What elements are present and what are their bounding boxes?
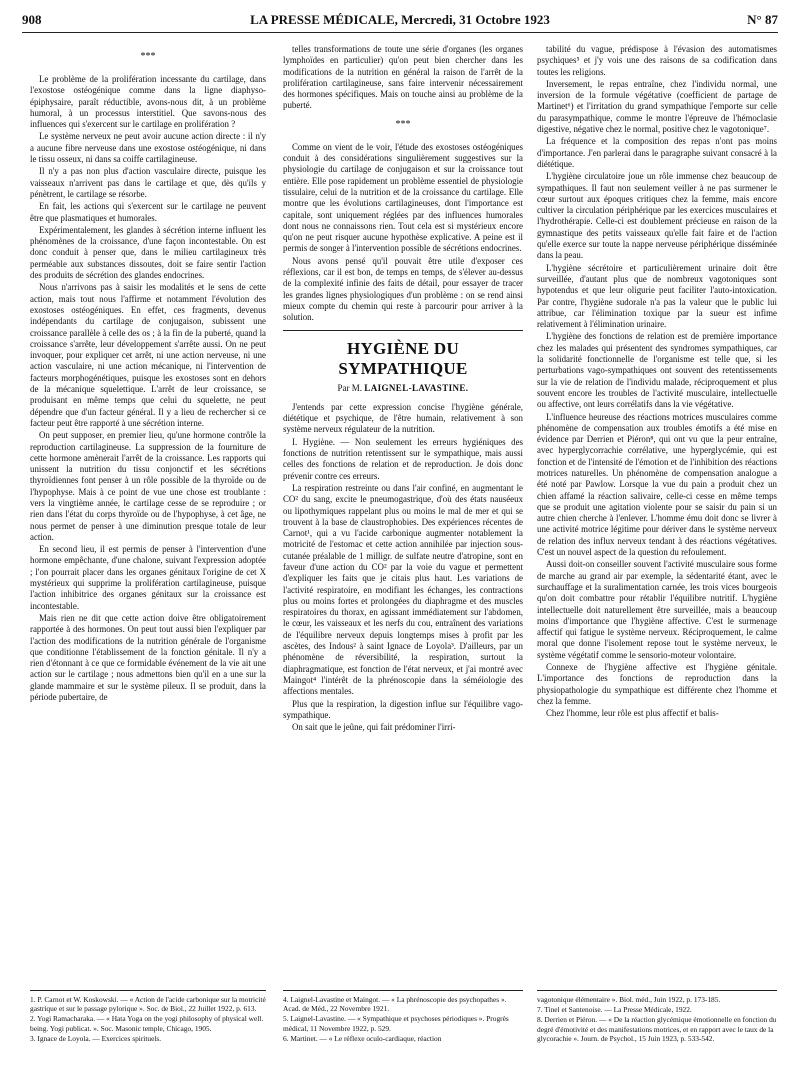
paragraph: En fait, les actions qui s'exercent sur le cartilage ne peuvent être que plasmatiques et humorales. <box>30 201 266 223</box>
paragraph: Comme on vient de le voir, l'étude des exostoses ostéogéniques conduit à des considérations singulièrement suggestives sur la physiologie du cartilage de conjugaison et sur la croissance tout entière. Elle pose rapidement un problème essentiel de physiologie tissulaire, celui de la nutrition et de la croissance du cartilage. Elle montre que les évolutions cartilagineuses, dont l'importance est capitale, sont uniquement réglées par des influences humorales dont nous ne connaissons rien. Tout cela est si mystérieux encore qu'on ne peut risquer aucune hypothèse explicative. A peine est il permis de songer à l'intervention possible de sécrétions endocrines. <box>283 141 523 254</box>
footnotes-right <box>537 990 777 1079</box>
paragraph: Plus que la respiration, la digestion influe sur l'équilibre vago-sympathique. <box>283 698 523 720</box>
paragraph: L'influence heureuse des réactions motrices musculaires comme phénomène de compensation aux troubles émotifs a été mise en évidence par Derrien et Piéron⁸, qui ont vu que la peur entraîne, avec hyperglycorrachie corrélative, une hyperglycémie, qui est fonction et de l'intensité de l'émotion et de l'inhibition des réactions motrices naturelles. Un phénomène de compensation analogue a été noté par Pawlow. Lorsque la vue du pain a produit chez un chien affamé la réaction salivaire, celle-ci cesse en même temps que se produit une agitation violente pour se saisir du pain si un autre chien cherche à l'enlever. L'homme ému doit donc se livrer à une activité motrice légitime pour dériver dans le système nerveux de relation des influx nerveux tendant à des réactions végétatives. C'est un nouvel aspect de la question du refoulement. <box>537 411 777 558</box>
footnote: 6. Martinet. — « Le réflexe oculo-cardiaque, réaction <box>283 1033 442 1043</box>
footnotes-left <box>30 990 266 1079</box>
journal-title: LA PRESSE MÉDICALE, Mercredi, 31 Octobre 1923 <box>250 12 550 27</box>
paragraph: J'entends par cette expression concise l'hygiène générale, diététique et psychique, de l'être humain, relativement à son système nerveux régulateur de la nutrition. <box>283 401 523 435</box>
column-middle <box>283 44 523 984</box>
author-name: LAIGNEL-LAVASTINE. <box>364 382 469 393</box>
issue-number: N° 87 <box>747 12 778 27</box>
footnote: 2. Yogi Ramacharaka. — « Hata Yoga on the yogi philosophy of physical well. being. Yogi publicat. ». Soc. Masonic temple, Chicago, 1905. <box>30 1014 264 1033</box>
footnote: 5. Laignel-Lavastine. — « Sympathique et psychoses périodiques ». Progrès médical, 11 Novembre 1922, p. 529. <box>283 1014 509 1033</box>
paragraph: Nous n'arrivons pas à saisir les modalités et le sens de cette action, mais tout nous l'affirme et notamment l'évolution des exostoses ostéogéniques. En effet, ces fragments, devenus indépendants du cartilage de conjugaison, subissent une croissance parallèle à celle des os ; à la fin de la puberté, quand la croissance s'arrête, leur développement s'arrête aussi. On ne peut invoquer, pour expliquer cet arrêt, ni une action nerveuse, ni une action vasculaire, ni une action mécanique, ni l'intervention de facteurs morphogénétiques, puisque les exostoses sont en dehors de la mécanique squelettique. L'arrêt de leur croissance, se produisant en même temps que celui du squelette, ne peut dépendre que d'un facteur général. Il y a lieu de rechercher si ce facteur peut être rapporté à une sécrétion interne. <box>30 282 266 428</box>
footnote: vagotonique élémentaire ». Biol. méd., Juin 1922, p. 173-185. <box>537 995 721 1004</box>
paragraph: Il n'y a pas non plus d'action vasculaire directe, puisque les vaisseaux n'arrivent pas dans le cartilage et que, dès qu'ils y pénètrent, le cartilage se résorbe. <box>30 166 266 199</box>
article-divider <box>283 330 523 331</box>
paragraph: L'hygiène des fonctions de relation est de première importance chez les malades qui présentent des syndromes sympathiques, car la solidarité fonctionnelle de l'organisme est telle que, si les perturbations vago-sympathiques ont souvent des retentissements sur la vie de relation de l'individu malade, réciproquement et plus souvent encore les troubles de l'activité musculaire, intellectuelle ou affective, ont leurs corrélatifs dans la vie végétative. <box>537 331 777 410</box>
paragraph: On sait que le jeûne, qui fait prédominer l'irri- <box>292 722 456 733</box>
paragraph: L'hygiène sécrétoire et particulièrement urinaire doit être surveillée, d'autant plus que de nombreux vagotoniques sont hypotendus et que leur oligurie peut faciliter l'auto-intoxication. Par contre, l'hygiène sudorale n'a pas la valeur que le public lui attribue, car l'élimination toxique par la sueur est infime relativement à l'élimination urinaire. <box>537 262 777 330</box>
paragraph: Nous avons pensé qu'il pouvait être utile d'exposer ces réflexions, car il est bon, de temps en temps, de s'élever au-dessus de la complexité infinie des faits de détail, pour essayer de tracer les grandes lignes physiologiques d'un problème : on se rend ainsi mieux compte du chemin qui reste à parcourir pour arriver à la solution. <box>283 255 523 323</box>
paragraph: Expérimentalement, les glandes à sécrétion interne influent les phénomènes de la croissance, d'une façon incontestable. On est donc conduit à penser que, dans le milieu cartilagineux très perméable aux substances dissoutes, doit se faire sentir l'action des produits de sécrétion des glandes endocrines. <box>30 224 266 281</box>
paragraph: Le problème de la prolifération incessante du cartilage, dans l'exostose ostéogénique comme dans la ligne diaphyso-épiphysaire, paraît réductible, avons-nous dit, à un problème humoral, à un processus interstitiel. Que savons-nous des influences qui s'exercent sur le cartilage en prolifération ? <box>30 74 266 130</box>
byline <box>283 383 523 394</box>
page-number: 908 <box>22 12 42 27</box>
column-right <box>537 44 777 984</box>
column-left <box>30 44 266 984</box>
footnote: 4. Laignel-Lavastine et Maingot. — « La phrénoscopie des psychopathes ». Acad. de Méd., 22 Novembre 1921. <box>283 995 507 1014</box>
paragraph: L'hygiène circulatoire joue un rôle immense chez beaucoup de sympathiques. Il faut non seulement veiller à ne pas surmener le cœur surtout aux époques critiques chez la femme, mais encore cultiver la circulation périphérique par les exercices musculaires et l'hydrothérapie. Celle-ci est doublement précieuse en raison de la gymnastique des petits vaisseaux qu'elle fait faire et de l'action qu'elle exerce sur toute la nappe nerveuse périphérique disséminée dans la peau. <box>537 171 777 261</box>
paragraph: tabilité du vague, prédispose à l'évasion des automatismes psychiques⁵ et j'y vois une des raisons de sa codification dans toutes les religions. <box>537 44 777 77</box>
page-header <box>22 12 778 33</box>
byline-prefix: Par M. <box>337 382 363 393</box>
paragraph: La respiration restreinte ou dans l'air confiné, en augmentant le CO² du sang, excite le pneumogastrique, d'où des états nauséeux ou lipothymiques rappelant plus ou moins le mal de mer et qui se trouvent à la base de claustrophobies. Des expériences récentes de Carnot¹, qui a vu l'acide carbonique augmenter notablement la motricité de l'estomac et cette action annihilée par injection sous-cutanée préalable de 1 milligr. de sulfate neutre d'atropine, sont en faveur d'une action du CO² par la voie du vague et permettent d'expliquer les faits que je citais plus haut. Les variations de l'activité respiratoire, en modifiant les échanges, les contractions plus ou moins fortes et prolongées du diaphragme et des muscles respiratoires du thorax, en agissant immédiatement sur l'abdomen, le cœur, les vaisseaux et les nerfs du cou, entraînent des variations de l'équilibre nerveux depuis longtemps mises à profit par les ascètes, des Indous² à saint Ignace de Loyola³. D'ailleurs, par un phénomène de réversibilité, la respiration, surtout la diaphragmatique, est fonction de l'état nerveux, et j'ai montré avec Maingot⁴ l'intérêt de la phrénoscopie dans la séméiologie des affections mentales. <box>283 482 523 697</box>
paragraph: telles transformations de toute une série d'organes (les organes lymphoïdes en particulier) qu'on peut bien chercher dans les modifications de la nutrition en général la raison de l'arrêt de la prolifération cartilagineuse, sans faire intervenir nécessairement des hormones spécifiques. Mais on touche ainsi au problème de la puberté. <box>283 44 523 111</box>
section-separator: *** <box>140 51 156 62</box>
section-separator: *** <box>395 118 411 130</box>
paragraph: La fréquence et la composition des repas n'ont pas moins d'importance. J'en parlerai dans le paragraphe suivant consacré à la diététique. <box>537 136 777 169</box>
footnote: 3. Ignace de Loyola. — Exercices spirituels. <box>30 1033 162 1043</box>
paragraph: On peut supposer, en premier lieu, qu'une hormone contrôle la reproduction cartilagineuse. La suppression de la fourniture de cette hormone amènerait l'arrêt de la croissance. Les rapports qui unissent la nutrition du tissu conjonctif et les sécrétions thyroïdiennes font penser à un rôle possible de la thyroïde ou de l'hypophyse. Mais à ce point de vue une chose est troublante : vers la vingtième année, le cartilage cesse de se reproduire ; or rien dans l'état du corps thyroïde ou de l'hypophyse, à cet âge, ne nous permet de penser à une diminution presque totale de leur action. <box>30 430 266 542</box>
paragraph: Aussi doit-on conseiller souvent l'activité musculaire sous forme de marche au grand air par exemple, la sédentarité étant, avec le surchauffage et la suralimentation carnée, les trois vices bourgeois qu'on doit combattre pour rétablir l'équilibre nutritif. L'hygiène intellectuelle doit naturellement être surveillée, mais a beaucoup moins d'importance que l'hygiène affective. C'est le surmenage affectif qui fatigue le système nerveux. Réciproquement, le calme moral que donne l'isolement repose tout le système nerveux, le système végétatif comme le sensorio-moteur volontaire. <box>537 559 777 660</box>
footnote: 7. Tinel et Santenoise. — La Presse Médicale, 1922. <box>537 1005 692 1015</box>
article-title: HYGIÈNE DU SYMPATHIQUE <box>338 338 468 378</box>
footnote: 8. Derrien et Piéron. — « De la réaction glycémique émotionnelle en fonction du degré d'émotivité et des manifestations motrices, et en rapport avec le taux de la glycorachie ». Journ. de Psychol., 15 Juin 1923, p. 533-542. <box>537 1015 777 1043</box>
paragraph: Connexe de l'hygiène affective est l'hygiène génitale. L'importance des fonctions de reproduction dans la physiopathologie du sympathique est différente chez l'homme et chez la femme. <box>537 662 777 706</box>
footnotes-middle <box>283 990 523 1079</box>
paragraph: Inversement, le repas entraîne, chez l'individu normal, une inversion de la formule végétative (coefficient de partage de Martinet⁶) et l'irritation du grand sympathique l'emporte sur celle du parasympathique, comme le montre l'épreuve de l'hémoclasie digestive, négative chez le normal, positive chez le vagotonique⁷. <box>537 78 777 135</box>
paragraph: Chez l'homme, leur rôle est plus affectif et balis- <box>546 708 719 719</box>
footnote: 1. P. Carnot et W. Koskowski. — « Action de l'acide carbonique sur la motricité gastrique et sur le passage pylorique ». Soc. de Biol., 22 Juillet 1922, p. 613. <box>30 995 266 1014</box>
paragraph: Le système nerveux ne peut avoir aucune action directe : il n'y a aucune fibre nerveuse dans une exostose ostéogénique, ni dans le tissu osseux, ni dans sa coiffe cartilagineuse. <box>30 131 266 165</box>
paragraph: En second lieu, il est permis de penser à l'intervention d'une hormone empêchante, d'une chalone, suivant l'expression adoptée ; l'on pourrait placer dans les organes génitaux l'origine de cet X mystérieux qui supprime la prolifération cartilagineuse, puisque l'action inhibitrice des organes génitaux sur la croissance est incontestable. <box>30 544 266 611</box>
paragraph: I. Hygiène. — Non seulement les erreurs hygiéniques des fonctions de nutrition retentissent sur le sympathique, mais aussi celles des fonctions de relation et de reproduction. Je dois donc prévenir contre ces erreurs. <box>283 436 523 481</box>
paragraph: Mais rien ne dit que cette action doive être obligatoirement rapportée à des hormones. On peut tout aussi bien l'expliquer par l'action des modifications de la nutrition générale de l'organisme que conditionne l'établissement de la fonction génitale. Il n'y a rien d'étonnant à ce que ce formidable événement de la vie ait une action sur le cartilage ; nous admettons bien qu'il en a une sur la glande mammaire et sur le système pileux. Il se produit, dans la période pubertaire, de <box>30 612 266 703</box>
